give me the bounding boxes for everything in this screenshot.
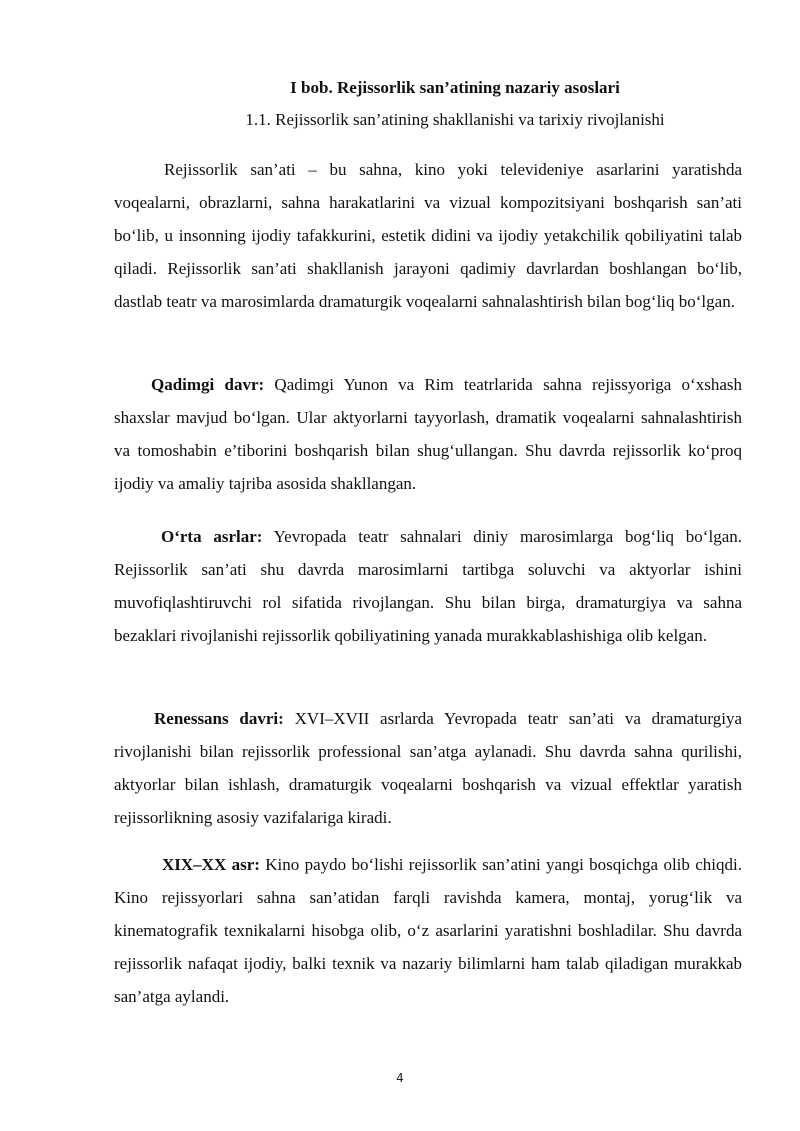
paragraph-intro — [114, 153, 742, 318]
section-title: 1.1. Rejissorlik san’atining shakllanishi va tarixiy rivojlanishi — [245, 110, 665, 129]
page-number: 4 — [396, 1071, 404, 1085]
paragraph-lead: XIX–XX asr: — [162, 855, 260, 874]
paragraph-19-20-century — [114, 848, 742, 1013]
paragraph-middle-ages — [114, 520, 742, 652]
paragraph-text: Rejissorlik san’ati – bu sahna, kino yoki televideniye asarlarini yaratishda voqealarni, obrazlarni, sahna harakatlarini va vizual kompozitsiyani boshqarish san’ati bo‘lib, u insonning ijodiy tafakkurini, estetik didini va ijodiy yetakchilik qobiliyatini talab qiladi. Rejissorlik san’ati shakllanish jarayoni qadimiy davrlardan boshlangan bo‘lib, dastlab teatr va marosimlarda dramaturgik voqealarni sahnalashtirish bilan bog‘liq bo‘lgan. — [114, 160, 742, 311]
chapter-title: I bob. Rejissorlik san’atining nazariy asoslari — [290, 78, 620, 97]
paragraph-text: Qadimgi Yunon va Rim teatrlarida sahna rejissyoriga o‘xshash shaxslar mavjud bo‘lgan. Ular aktyorlarni tayyorlash, dramatik voqealarni sahnalashtirish va tomoshabin e’tiborini boshqarish bilan shug‘ullangan. Shu davrda rejissorlik ko‘proq ijodiy va amaliy tajriba asosida shakllangan. — [114, 375, 742, 493]
paragraph-text: Yevropada teatr sahnalari diniy marosimlarga bog‘liq bo‘lgan. Rejissorlik san’ati shu davrda marosimlarni tartibga soluvchi va aktyorlar ishini muvofiqlashtiruvchi rol sifatida rivojlangan. Shu bilan birga, dramaturgiya va sahna bezaklari rivojlanishi rejissorlik qobiliyatining yanada murakkablashishiga olib kelgan. — [114, 527, 742, 645]
paragraph-lead: Qadimgi davr: — [151, 375, 265, 394]
paragraph-lead: Renessans davri: — [154, 709, 284, 728]
paragraph-text: Kino paydo bo‘lishi rejissorlik san’atini yangi bosqichga olib chiqdi. Kino rejissyorlari sahna san’atidan farqli ravishda kamera, montaj, yorug‘lik va kinematografik texnikalarni hisobga olib, o‘z asarlarini yaratishni boshladilar. Shu davrda rejissorlik nafaqat ijodiy, balki texnik va nazariy bilimlarni ham talab qiladigan murakkab san’atga aylandi. — [114, 855, 742, 1006]
paragraph-ancient-era — [114, 368, 742, 500]
paragraph-text: XVI–XVII asrlarda Yevropada teatr san’ati va dramaturgiya rivojlanishi bilan rejissorlik professional san’atga aylanadi. Shu davrda sahna qurilishi, aktyorlar bilan ishlash, dramaturgik voqealarni boshqarish va vizual effektlar yaratish rejissorlikning asosiy vazifalariga kiradi. — [114, 709, 742, 827]
paragraph-lead: O‘rta asrlar: — [161, 527, 263, 546]
paragraph-renaissance — [114, 702, 742, 834]
